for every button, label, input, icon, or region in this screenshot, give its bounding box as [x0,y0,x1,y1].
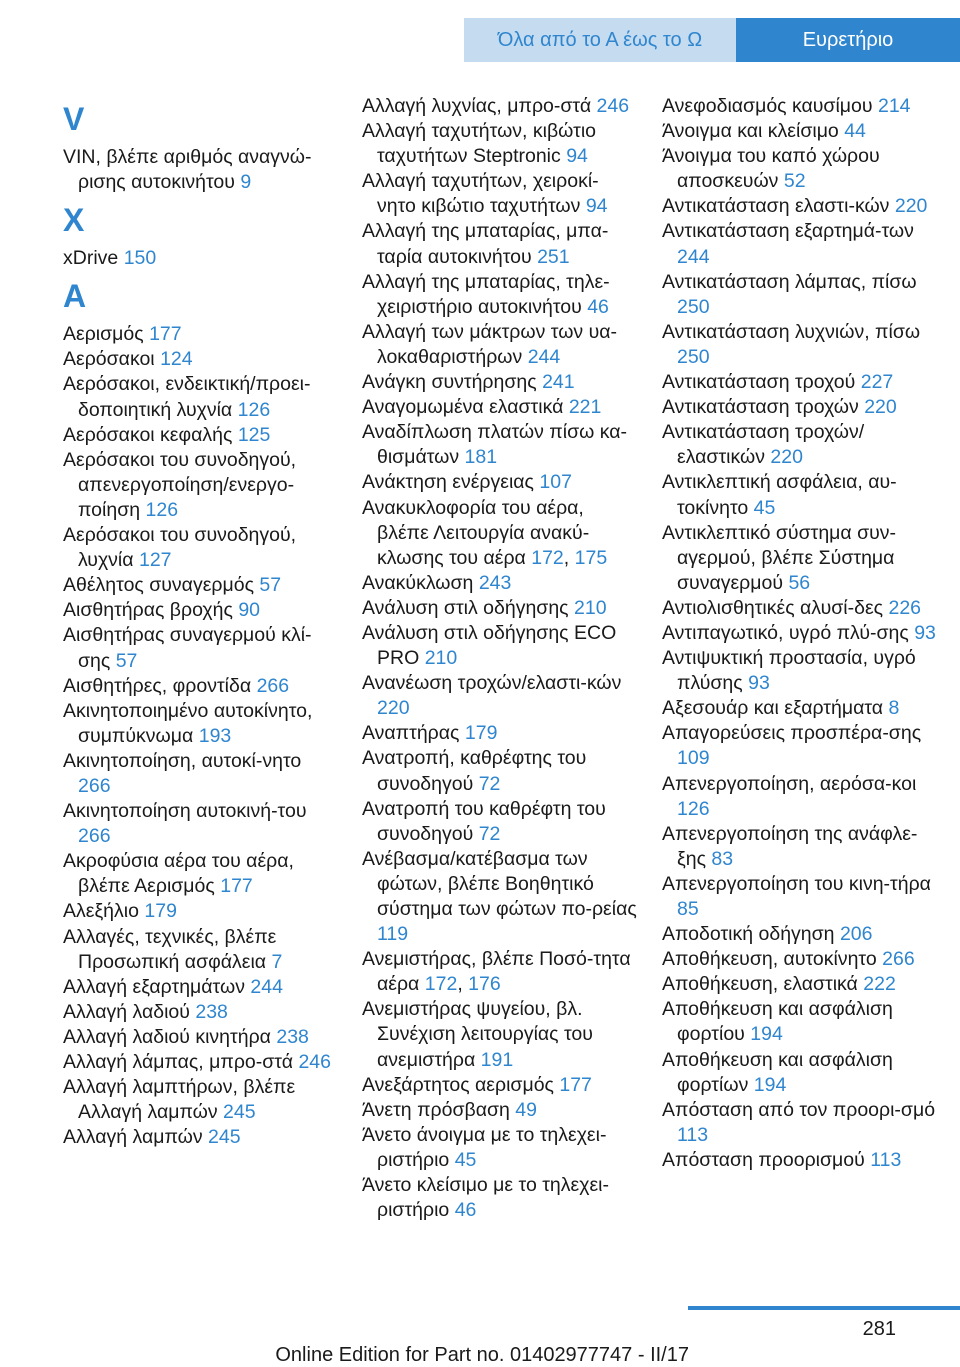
index-entry-term: Άνοιγμα του καπό χώρου αποσκευών [662,145,880,193]
index-entry-term: Ανατροπή, καθρέφτης του συνοδηγού [362,747,587,795]
page-ref-link[interactable]: 83 [711,847,734,870]
index-entry-term: Απενεργοποίηση της ανάφλε‐ξης [662,822,918,870]
page-ref-link[interactable]: 194 [750,1023,783,1046]
index-entry-term: Αερόσακοι κεφαλής [63,423,233,446]
page-ref-link[interactable]: 172 [424,973,458,996]
index-entry-term: Αθέλητος συναγερμός [63,574,254,597]
page-ref-link[interactable]: 49 [515,1098,537,1121]
page-ref-link[interactable]: 245 [223,1101,256,1124]
index-entry [362,270,637,320]
index-entry [662,320,937,370]
page-number: 281 [862,1318,896,1340]
index-entry-term: Αντικλεπτική ασφάλεια, αυ‐τοκίνητο [662,471,897,519]
index-entry-term: Ανέβασμα/κατέβασμα των φώτων, βλέπε Βοηθητικό σύστημα των φώτων πο‐ρείας [362,847,637,920]
page-ref-link[interactable]: 226 [888,596,922,619]
index-entry-term: Άνετο άνοιγμα με το τηλεχει‐ριστήριο [362,1123,607,1171]
footer-accent-rule [688,1306,960,1310]
index-entry-term: Αισθητήρες, φροντίδα [63,674,252,697]
index-entry-term: Ανεφοδιασμός καυσίμου [662,95,873,117]
index-entry [662,646,937,696]
index-entry-term: Απενεργοποίηση, αερόσα‐κοι [662,772,917,795]
page-ref-link[interactable]: 126 [145,498,179,521]
index-entry-term: Αλλαγή λάμπας, μπρο‐στά [63,1051,294,1073]
index-entry [662,922,937,947]
page-ref-link[interactable]: 52 [783,170,806,193]
index-entry-term: Αλλαγή λαμπών [63,1126,203,1149]
index-entry [662,521,937,596]
edition-note: Online Edition for Part no. 01402977747 - II/17 [275,1344,689,1366]
page-ref-link[interactable]: 107 [539,471,572,494]
page-ref-link[interactable]: 127 [138,549,172,572]
index-entry-term: Αναπτήρας [362,722,460,745]
index-entry [662,696,937,721]
index-entry-term: Αναδίπλωση πλατών πίσω κα‐θισμάτων [362,421,628,469]
index-entry [63,448,338,523]
index-entry-term: Αισθητήρας συναγερμού κλί‐σης [63,624,312,672]
index-entry [362,169,637,219]
page-ref-link[interactable]: 244 [250,975,283,998]
index-entry [63,799,338,849]
index-entry-term: Αντικατάσταση λάμπας, πίσω [662,270,917,293]
index-entry [362,1173,637,1223]
index-entry-term: Αερόσακοι, ενδεικτική/προει‐δοποιητική λυχνία [63,373,311,421]
index-entry-term: Αντιολισθητικές αλυσί‐δες [662,596,884,619]
index-entry-term: Αποθήκευση, αυτοκίνητο [662,948,877,971]
index-entry [63,347,338,372]
page-ref-link[interactable]: 245 [208,1126,241,1149]
page-ref-link[interactable]: 250 [677,295,710,318]
index-entry [362,721,637,746]
index-entry [362,320,637,370]
index-entry-term: Αποθήκευση και ασφάλιση φορτίων [662,1048,893,1096]
page-ref-link[interactable]: 214 [877,95,911,117]
page-ref-link[interactable]: 176 [468,973,501,996]
index-entry-term: Αντιψυκτική προστασία, υγρό πλύσης [662,647,916,695]
index-entry [662,972,937,997]
index-entry-term: Αλλαγή ταχυτήτων, κιβώτιο ταχυτήτων Steptronic [362,120,597,168]
page-ref-link[interactable]: 246 [298,1051,331,1073]
index-entry [362,470,637,495]
index-entry [63,322,338,347]
index-entry [63,573,338,598]
index-entry-term: Αισθητήρας βροχής [63,599,233,622]
page-ref-link[interactable]: 45 [454,1148,477,1171]
page-ref-link[interactable]: 181 [464,446,498,469]
index-column-2 [362,94,637,1223]
page-ref-link[interactable]: 210 [424,647,458,670]
page-ref-link[interactable]: 244 [527,345,561,368]
page-ref-link[interactable]: 113 [677,1123,709,1146]
index-letter-heading: X [63,202,85,239]
index-entry [662,370,937,395]
index-entry [63,372,338,422]
index-letter-heading: V [63,101,85,137]
page-ref-link[interactable]: 220 [894,195,928,218]
page-ref-link[interactable]: 238 [276,1025,309,1048]
page-ref-link[interactable]: 8 [888,697,900,720]
index-entry-term: Αποδοτική οδήγηση [662,923,835,946]
index-entry-term: Ανακύκλωση [362,571,474,594]
index-entry [63,1125,338,1150]
index-entry-term: Ανάλυση στιλ οδήγησης [362,596,569,619]
index-entry: Ανεμιστήρας, βλέπε Ποσό‐τητα αέρα 172, 176 [362,948,631,996]
page-ref-link[interactable]: 46 [454,1199,477,1222]
page-ref-link[interactable]: 150 [123,247,157,270]
index-entry-term: Αντικλεπτικό σύστημα συν‐αγερμού, βλέπε Σύστημα συναγερμού [662,521,897,594]
index-entry [362,571,637,596]
page-ref-link[interactable]: 124 [160,348,193,371]
index-entry-term: Ανάγκη συντήρησης [362,371,537,394]
index-entry-term: Ανάκτηση ενέργειας [362,471,534,494]
page-ref-link[interactable]: 266 [78,825,111,848]
index-entry-term: Αλεξήλιο [63,900,139,923]
index-entry [63,246,338,271]
index-entry [662,470,937,520]
index-entry-term: Αλλαγές, τεχνικές, βλέπε Προσωπική ασφάλεια [63,925,277,973]
index-entry-term: Ανεξάρτητος αερισμός [362,1073,554,1096]
index-entry [63,523,338,573]
index-entry-term: Αερισμός [63,323,144,346]
page-ref-link[interactable]: 222 [863,973,896,996]
index-entry-term: Ακινητοποίηση, αυτοκί‐νητο [63,749,302,772]
index-entry [63,623,338,673]
index-entry-term: Αλλαγή λαμπτήρων, βλέπε Αλλαγή λαμπών [63,1076,296,1124]
page-ref-link[interactable]: 175 [574,546,608,569]
page-ref-link[interactable]: 210 [574,596,607,619]
index-entry [662,219,937,269]
index-entry [362,370,637,395]
index-entry-term: Αναγομωμένα ελαστικά [362,396,564,419]
index-entry [362,1123,637,1173]
page-ref-link[interactable]: 179 [144,900,177,923]
index-entry [362,621,637,671]
index-entry-term: Απόσταση από τον προορι‐σμό [662,1098,936,1121]
page-ref-link[interactable]: 266 [882,948,915,971]
index-entry [63,1000,338,1025]
index-entry [662,596,937,621]
index-entry-term: Αλλαγή λαδιού [63,1000,190,1023]
page-ref-link[interactable]: 220 [864,396,897,419]
page-ref-link[interactable]: 193 [198,724,232,747]
page-ref-link[interactable]: 246 [596,95,630,117]
page-ref-link[interactable]: 206 [839,923,873,946]
index-entry [362,1073,637,1098]
index-entry-term: Αλλαγή εξαρτημάτων [63,975,245,998]
breadcrumb[interactable]: Όλα από το Α έως το Ω [464,18,736,62]
index-entry-term: Απαγορεύσεις προσπέρα‐σης [662,722,922,745]
index-entry-term: Αντικατάσταση τροχών [662,396,859,419]
page-ref-link[interactable]: 238 [195,1000,228,1023]
index-entry [662,721,937,771]
page-ref-link[interactable]: 172 [531,546,564,569]
index-entry [662,1048,937,1098]
index-entry [362,119,637,169]
page-ref-link[interactable]: 44 [844,120,866,143]
index-entry-term: Αποθήκευση, ελαστικά [662,973,858,996]
index-entry [662,997,937,1047]
index-entry [63,849,338,899]
header-bar [0,18,960,62]
page-ref-link[interactable]: 113 [870,1148,902,1171]
page-ref-link[interactable]: 9 [240,171,252,194]
section-tab-index[interactable]: Ευρετήριο [736,18,960,62]
index-entry [63,674,338,699]
page-ref-link[interactable]: 177 [149,323,182,346]
index-entry [63,975,338,1000]
index-entry [362,395,637,420]
index-entry [662,772,937,822]
page-ref-link[interactable]: 220 [377,697,410,720]
page-ref-link[interactable]: 125 [237,423,271,446]
page-ref-link[interactable]: 221 [568,396,602,419]
index-entry-term: Απόσταση προορισμού [662,1148,865,1171]
index-entry [362,219,637,269]
index-entry [63,1025,338,1050]
index-entry-term: Αλλαγή της μπαταρίας, τηλε‐χειριστήριο αυτοκινήτου [362,270,610,318]
page-ref-link[interactable]: 266 [78,774,111,797]
index-entry [362,420,637,470]
index-entry [362,596,637,621]
page-ref-link[interactable]: 244 [677,245,710,268]
index-entry [362,997,637,1072]
page-ref-link[interactable]: 119 [377,923,409,946]
page-ref-link[interactable]: 243 [478,571,512,594]
page-ref-link[interactable]: 93 [914,621,936,644]
index-entry [662,119,937,144]
index-entry [662,395,937,420]
index-entry-term: Άνετη πρόσβαση [362,1098,510,1121]
index-entry [662,270,937,320]
index-entry-term: Αντιπαγωτικό, υγρό πλύ‐σης [662,621,909,644]
page-ref-link[interactable]: 72 [478,822,501,845]
index-entry-term: Άνετο κλείσιμο με το τηλεχει‐ριστήριο [362,1174,609,1222]
index-entry [362,671,637,721]
page-ref-link[interactable]: 241 [542,371,575,394]
page-ref-link[interactable]: 109 [677,747,710,770]
page-ref-link[interactable]: 220 [770,446,803,469]
index-entry [362,847,637,947]
index-entry-term: xDrive [63,247,119,270]
index-entry-term: Ανεμιστήρας ψυγείου, βλ. Συνέχιση λειτουργίας του ανεμιστήρα [362,998,593,1071]
index-entry-term: Ακινητοποίηση αυτοκινή‐του [63,800,307,823]
index-entry-term: Αερόσακοι του συνοδηγού, λυχνία [63,524,297,572]
index-entry-term: Ανανέωση τροχών/ελαστι‐κών [362,672,622,695]
index-entry [63,1050,338,1075]
index-entry-term: Ακροφύσια αέρα του αέρα, βλέπε Αερισμός [63,850,294,898]
page-ref-link[interactable]: 72 [478,772,501,795]
index-entry [662,144,937,194]
index-entry [362,1098,637,1123]
index-column-3 [662,94,937,1173]
page-ref-link[interactable]: 250 [677,345,710,368]
index-entry [662,1098,937,1148]
index-entry [362,746,637,796]
page-ref-link[interactable]: 179 [464,722,498,745]
index-entry: Ανακυκλοφορία του αέρα, βλέπε Λειτουργία ανακύ‐κλωσης του αέρα 172, 175 [362,496,608,569]
page-ref-link[interactable]: 191 [480,1048,514,1071]
page-ref-link[interactable]: 7 [271,950,283,973]
index-column-1 [63,94,338,1150]
index-entry-term: Άνοιγμα και κλείσιμο [662,120,839,143]
index-entry-term: VIN, βλέπε αριθμός αναγνώ‐ρισης αυτοκινήτου [63,146,312,194]
page-ref-link[interactable]: 90 [238,599,261,622]
page-ref-link[interactable]: 126 [237,398,271,421]
index-entry [63,1075,338,1125]
page-ref-link[interactable]: 46 [587,295,609,318]
index-letter-heading: Α [63,278,87,315]
index-entry [63,899,338,924]
index-entry [362,94,637,119]
index-entry [662,621,937,646]
index-entry [362,797,637,847]
index-entry [63,699,338,749]
index-entry [63,423,338,448]
index-entry-term: Απενεργοποίηση του κινη‐τήρα [662,872,931,895]
index-entry [63,598,338,623]
index-entry [662,194,937,219]
index-entry-term: Ακινητοποιημένο αυτοκίνητο, συμπύκνωμα [63,699,313,747]
index-entry [662,1148,937,1173]
index-entry-term: Ανάλυση στιλ οδήγησης ECO PRO [362,621,617,670]
page-ref-link[interactable]: 177 [220,875,253,898]
page-ref-link[interactable]: 177 [559,1073,592,1096]
index-entry [662,822,937,872]
index-entry-term: Αντικατάσταση ελαστι‐κών [662,195,890,218]
page-ref-link[interactable]: 57 [259,574,282,597]
index-entry [662,947,937,972]
page-ref-link[interactable]: 126 [677,797,710,820]
index-entry-term: Αερόσακοι του συνοδηγού, απενεργοποίηση/ενεργο‐ποίηση [63,448,297,521]
page-ref-link[interactable]: 94 [566,145,588,168]
page-ref-link[interactable]: 45 [753,496,776,519]
page-ref-link[interactable]: 56 [788,571,811,594]
index-entry-term: Ανεμιστήρας, βλέπε Ποσό‐τητα αέρα [362,948,631,996]
index-entry-term: Αντικατάσταση τροχού [662,371,856,394]
index-entry-term: Αποθήκευση και ασφάλιση φορτίου [662,998,893,1046]
index-entry [63,925,338,975]
page-ref-link[interactable]: 93 [748,672,770,695]
page-ref-link[interactable]: 57 [115,649,138,672]
page-ref-link[interactable]: 94 [585,195,608,218]
index-entry-term: Ανακυκλοφορία του αέρα, βλέπε Λειτουργία ανακύ‐κλωσης του αέρα [362,496,590,569]
index-entry-term: Αερόσακοι [63,348,155,371]
page-ref-link[interactable]: 85 [677,898,699,920]
index-entry-term: Αλλαγή των μάκτρων των υα‐λοκαθαριστήρων [362,320,618,368]
index-entry [63,145,338,195]
page-ref-link[interactable]: 194 [753,1073,787,1096]
index-entry-term: Αλλαγή της μπαταρίας, μπα‐ταρία αυτοκινήτου [362,220,609,268]
index-entry-term: Αλλαγή λαδιού κινητήρα [63,1025,271,1048]
index-entry-term: Ανατροπή του καθρέφτη του συνοδηγού [362,797,606,845]
index-entry [662,420,937,470]
index-entry-term: Αντικατάσταση εξαρτημά‐των [662,220,914,243]
index-entry [63,749,338,799]
index-entry [662,872,937,922]
index-entry-term: Αξεσουάρ και εξαρτήματα [662,697,884,720]
page-ref-link[interactable]: 227 [860,371,894,394]
index-entry [662,94,937,119]
index-entry-term: Αντικατάσταση τροχών/ ελαστικών [662,421,865,469]
page-ref-link[interactable]: 266 [256,674,290,697]
page-ref-link[interactable]: 251 [537,245,570,268]
index-entry-term: Αλλαγή λυχνίας, μπρο‐στά [362,95,592,117]
index-entry-term: Αλλαγή ταχυτήτων, χειροκί‐νητο κιβώτιο ταχυτήτων [362,170,599,218]
index-entry-term: Αντικατάσταση λυχνιών, πίσω [662,320,921,343]
